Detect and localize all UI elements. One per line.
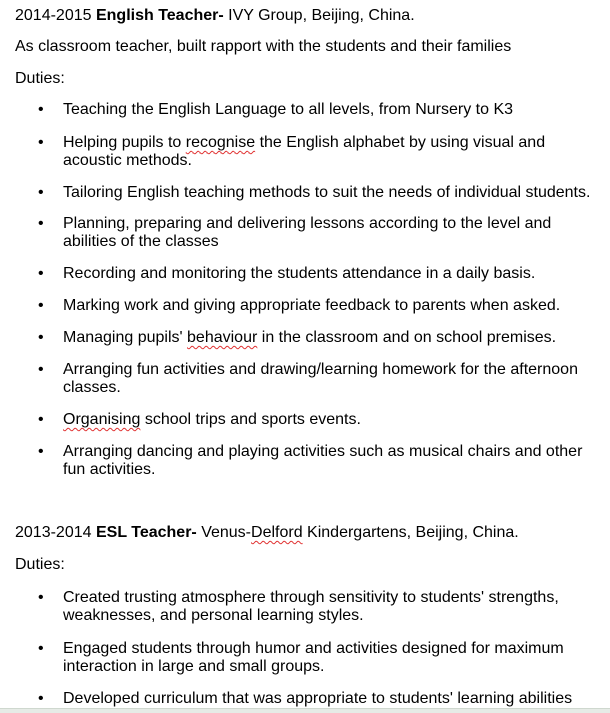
duty-text-part: Planning, preparing and delivering lessons according to the level and abilities of the classes [63,215,552,250]
duty-text-part: school trips and sports events. [140,411,361,428]
duty-text-part: Developed curriculum that was appropriate to students' learning abilities [63,690,573,707]
job2-org-pre: Venus- [196,524,252,541]
spelling-flagged-word: behaviour [187,329,258,346]
duty-text-part: Recording and monitoring the students attendance in a daily basis. [63,265,536,282]
bullet-icon: • [38,215,44,232]
job1-header [15,7,415,25]
bullet-icon: • [38,640,44,657]
job1-duty-text [63,329,608,347]
job2-title: ESL Teacher- [95,524,197,541]
bullet-icon: • [38,184,44,201]
job2-duty-text [63,690,608,708]
bullet-icon: • [38,361,44,378]
job1-duty-text [63,297,608,315]
bullet-icon: • [38,589,44,606]
job2-header [15,524,519,542]
job1-duty-text [63,265,608,283]
job2-years: 2013-2014 [15,524,92,541]
duty-text-part: Tailoring English teaching methods to suit the needs of individual students. [63,184,591,201]
job1-duty-text [63,411,608,429]
job1-years: 2014-2015 [15,7,92,24]
job1-duty-text [63,184,608,202]
duty-text-part: Managing pupils' [63,329,188,346]
duty-text-part: Engaged students through humor and activities designed for maximum interaction in large and small groups. [63,640,564,675]
job1-duty-text [63,443,608,479]
job1-duty-text [63,215,608,251]
duty-text-part: Marking work and giving appropriate feedback to parents when asked. [63,297,561,314]
job1-org: IVY Group, Beijing, China. [228,7,415,24]
job1-summary: As classroom teacher, built rapport with the students and their families [15,38,512,55]
job2-org-spell: Delford [251,524,303,541]
bullet-icon: • [38,690,44,707]
duty-text-part: Teaching the English Language to all levels, from Nursery to K3 [63,101,514,118]
job2-duty-text [63,589,608,625]
duty-text-part: the English alphabet by using visual and acoustic methods. [63,134,546,169]
job1-duty-text [63,361,608,397]
job1-title: English Teacher- [95,7,224,24]
bullet-icon: • [38,329,44,346]
job2-duty-text [63,640,608,676]
duty-text-part: Arranging fun activities and drawing/learning homework for the afternoon classes. [63,361,578,396]
job1-duty-text [63,101,608,119]
job1-duties-label: Duties: [15,70,65,87]
duty-text-part: in the classroom and on school premises. [257,329,557,346]
bullet-icon: • [38,297,44,314]
job2-org-post: Kindergartens, Beijing, China. [302,524,519,541]
bullet-icon: • [38,101,44,118]
duty-text-part: Arranging dancing and playing activities such as musical chairs and other fun activities. [63,443,583,478]
bullet-icon: • [38,411,44,428]
bullet-icon: • [38,443,44,460]
spelling-flagged-word: Organising [63,411,141,428]
duty-text-part: Created trusting atmosphere through sensitivity to students' strengths, weaknesses, and personal learning styles. [63,589,559,624]
page-bottom-edge [0,708,610,713]
bullet-icon: • [38,265,44,282]
spelling-flagged-word: recognise [185,134,256,151]
bullet-icon: • [38,134,44,151]
job1-duty-text [63,134,608,170]
duty-text-part: Helping pupils to [63,134,186,151]
job2-duties-label: Duties: [15,556,65,573]
